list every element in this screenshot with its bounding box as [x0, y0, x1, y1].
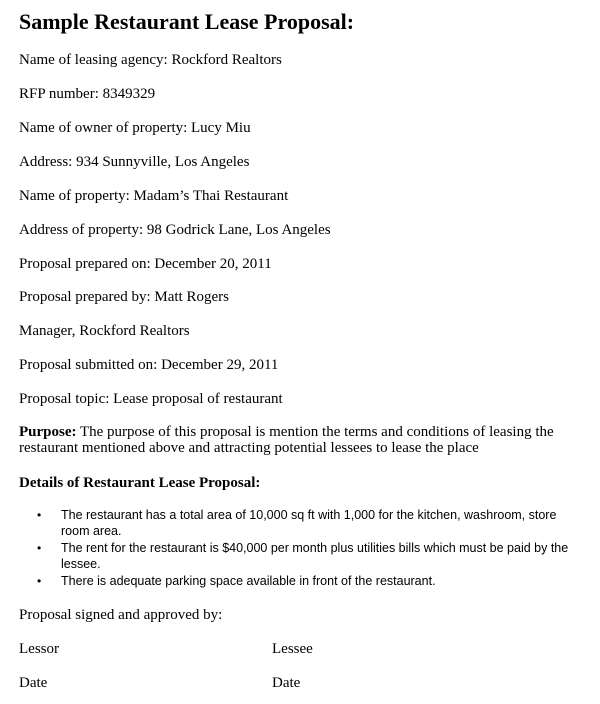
owner-address-field: Address: 934 Sunnyville, Los Angeles — [19, 154, 250, 170]
bullet-text: There is adequate parking space available in front of the restaurant. — [61, 574, 436, 588]
purpose-text: The purpose of this proposal is mention the terms and conditions of leasing the restaurant mentioned above and attracting potential lessees to lease the place — [19, 424, 554, 456]
details-heading: Details of Restaurant Lease Proposal: — [19, 475, 261, 491]
list-item — [0, 507, 600, 539]
lessor-date-label: Date — [19, 675, 48, 691]
property-owner-field: Name of owner of property: Lucy Miu — [19, 120, 251, 136]
signed-approved-label: Proposal signed and approved by: — [19, 607, 223, 623]
bullet-icon: • — [37, 508, 42, 522]
rfp-number-field: RFP number: 8349329 — [19, 86, 156, 102]
prepared-on-field: Proposal prepared on: December 20, 2011 — [19, 256, 272, 272]
lessee-label: Lessee — [272, 641, 313, 657]
property-address-field: Address of property: 98 Godrick Lane, Los Angeles — [19, 222, 331, 238]
preparer-title-field: Manager, Rockford Realtors — [19, 323, 190, 339]
document-title: Sample Restaurant Lease Proposal: — [19, 9, 355, 34]
submitted-on-field: Proposal submitted on: December 29, 2011 — [19, 357, 279, 373]
proposal-topic-field: Proposal topic: Lease proposal of restaurant — [19, 391, 283, 407]
prepared-by-field: Proposal prepared by: Matt Rogers — [19, 289, 229, 305]
list-item — [0, 540, 600, 572]
lessor-label: Lessor — [19, 641, 59, 657]
bullet-text: The rent for the restaurant is $40,000 per month plus utilities bills which must be paid by the lessee. — [61, 541, 569, 571]
list-item — [0, 573, 600, 589]
leasing-agency-field: Name of leasing agency: Rockford Realtors — [19, 52, 282, 68]
bullet-text: The restaurant has a total area of 10,000 sq ft with 1,000 for the kitchen, washroom, store room area. — [61, 508, 557, 538]
bullet-icon: • — [37, 541, 42, 555]
details-bullet-list — [0, 507, 600, 590]
bullet-icon: • — [37, 574, 42, 588]
property-name-field: Name of property: Madam’s Thai Restaurant — [19, 188, 289, 204]
purpose-paragraph — [19, 424, 579, 456]
purpose-label: Purpose: — [19, 424, 77, 440]
lessee-date-label: Date — [272, 675, 301, 691]
